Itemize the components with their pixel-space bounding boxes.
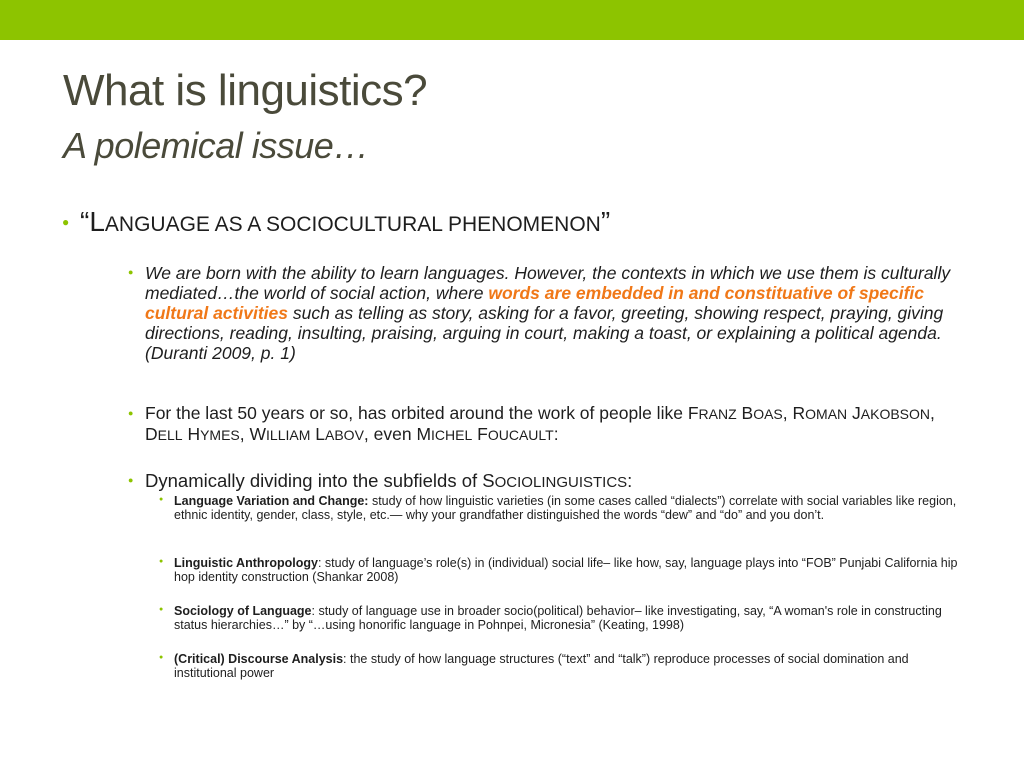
subfields-intro: Dynamically dividing into the subfields of SOCIOLINGUISTICS:	[145, 470, 633, 491]
bullet-dot-icon: ●	[128, 267, 134, 277]
bullet-dot-icon: ●	[159, 496, 164, 503]
subfield-item: Linguistic Anthropology: study of language’s role(s) in (individual) social life– like how, say, language plays into “FOB” Punjabi California hip hop identity construction (Shankar 2008)	[174, 556, 958, 584]
name-foucault: MICHEL FOUCAULT	[416, 424, 554, 444]
slide-title: What is linguistics?	[63, 66, 428, 115]
bullet-dot-icon: ●	[128, 408, 134, 418]
bullet-dot-icon: ●	[159, 654, 164, 661]
quote-highlight: words are embedded in and constituative of specific cultural activities	[145, 283, 925, 323]
name-labov: WILLIAM LABOV	[249, 424, 364, 444]
subfield-item: (Critical) Discourse Analysis: the study of how language structures (“text” and “talk”) reproduce processes of social domination and institutional power	[174, 652, 909, 680]
history-text: For the last 50 years or so, has orbited around the work of people like FRANZ BOAS, ROMAN JAKOBSON, DELL HYMES, WILLIAM LABOV, even MICHEL FOUCAULT:	[145, 403, 935, 444]
bullet-heading: “LANGUAGE AS A SOCIOCULTURAL PHENOMENON”	[80, 206, 611, 237]
duranti-quote: We are born with the ability to learn languages. However, the contexts in which we use them is culturally mediated…the world of social action, where words are embedded in and constituative of specific cultural activities such as telling as story, asking for a favor, greeting, showing respect, praying, giving directions, reading, insulting, praising, arguing in court, making a toast, or explaining a political agenda. (Duranti 2009, p. 1)	[145, 263, 951, 363]
bullet-dot-icon: ●	[159, 558, 164, 565]
bullet-dot-icon: ●	[128, 475, 134, 485]
bullet-dot-icon: ●	[62, 215, 70, 229]
top-accent-bar	[0, 0, 1024, 40]
slide-subtitle: A polemical issue…	[63, 125, 369, 166]
name-hymes: DELL HYMES	[145, 424, 240, 444]
bullet-dot-icon: ●	[159, 606, 164, 613]
name-jakobson: ROMAN JAKOBSON	[792, 403, 931, 423]
subfield-item: Language Variation and Change: study of how linguistic varieties (in some cases called “dialects”) correlate with social variables like region, ethnic identity, gender, class, style, etc.— why your grandfather distinguished the words “dew” and “do” and you don’t.	[174, 494, 957, 522]
name-boas: FRANZ BOAS	[687, 403, 783, 423]
subfield-item: Sociology of Language: study of language use in broader socio(political) behavior– like investigating, say, “A woman's role in constructing status hierarchies…” by “…using honorific language in Pohnpei, Micronesia” (Keating, 1998)	[174, 604, 942, 632]
